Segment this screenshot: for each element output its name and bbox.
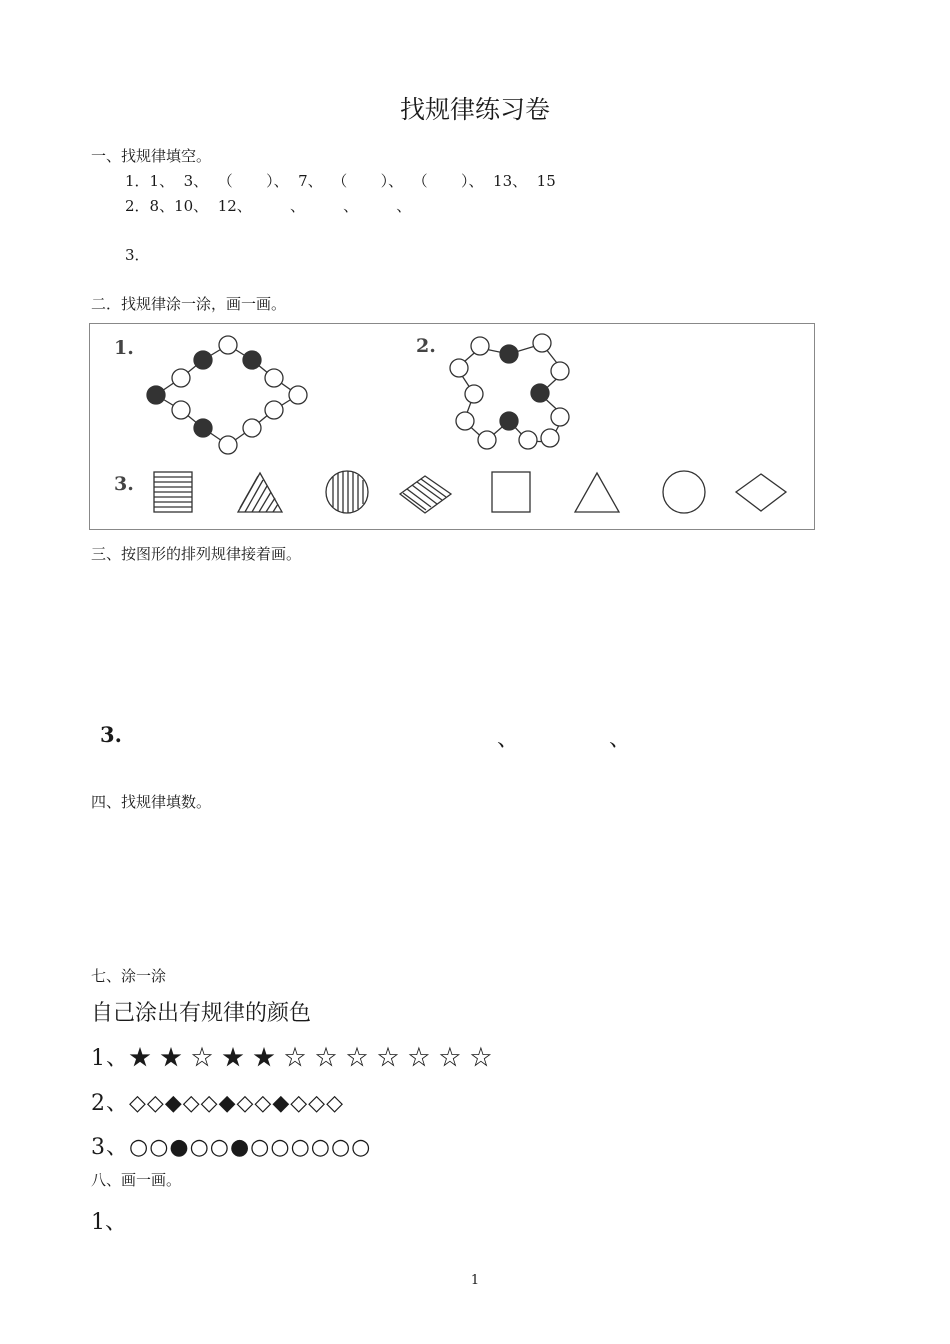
circle-pattern-row: 3、○○●○○●○○○○○○ bbox=[91, 1135, 372, 1160]
triangle-icon bbox=[575, 473, 619, 512]
striped-diamond-icon bbox=[400, 476, 451, 513]
diamond-circle-loop bbox=[156, 345, 298, 445]
striped-square-icon bbox=[154, 472, 192, 512]
section-2-heading: 二．找规律涂一涂，画一画。 bbox=[91, 295, 287, 313]
figure-label-1: 1. bbox=[114, 337, 134, 359]
section-8-heading: 八、画一画。 bbox=[91, 1171, 182, 1189]
pattern-figure bbox=[89, 323, 815, 530]
section-4-heading: 四、找规律填数。 bbox=[91, 793, 212, 811]
page-title: 找规律练习卷 bbox=[399, 95, 550, 124]
section-1-heading: 一、找规律填空。 bbox=[91, 147, 212, 165]
circle-icon bbox=[663, 471, 705, 513]
square-icon bbox=[492, 472, 530, 512]
section-1-question-3: 3． bbox=[125, 246, 150, 264]
section-3-heading: 三、按图形的排列规律接着画。 bbox=[91, 545, 302, 563]
figure-label-3: 3. bbox=[114, 473, 134, 495]
section-3-separator-2: 、 bbox=[609, 727, 632, 752]
striped-circle-icon bbox=[326, 471, 368, 513]
figure-label-2: 2. bbox=[416, 335, 436, 357]
filled-circle-icon bbox=[531, 384, 549, 402]
section-3-item-number: 3. bbox=[100, 722, 122, 747]
diamond-circles bbox=[147, 336, 307, 454]
filled-circle-icon bbox=[243, 351, 261, 369]
section-7-heading: 七、涂一涂 bbox=[91, 967, 167, 985]
filled-circle-icon bbox=[147, 386, 165, 404]
star-pattern-row: 1、★ ★ ☆ ★ ★ ☆ ☆ ☆ ☆ ☆ ☆ ☆ bbox=[91, 1046, 493, 1071]
filled-circle-icon bbox=[194, 351, 212, 369]
section-7-subheading: 自己涂出有规律的颜色 bbox=[91, 1001, 312, 1026]
ring-circles bbox=[450, 334, 569, 449]
filled-circle-icon bbox=[194, 419, 212, 437]
filled-circle-icon bbox=[500, 412, 518, 430]
diamond-icon bbox=[736, 474, 786, 511]
page-number: 1 bbox=[470, 1273, 480, 1288]
section-8-item-1: 1、 bbox=[91, 1210, 127, 1235]
pattern-figure-drawing bbox=[90, 324, 814, 529]
striped-triangle-icon bbox=[238, 473, 282, 512]
section-1-question-2: 2．8、10、 12、 、 、 、 bbox=[125, 197, 412, 215]
diamond-pattern-row: 2、◇◇◆◇◇◆◇◇◆◇◇◇ bbox=[91, 1091, 345, 1116]
section-1-question-1: 1．1、 3、 （ ）、 7、 （ ）、 （ ）、 13、 15 bbox=[125, 172, 556, 190]
filled-circle-icon bbox=[500, 345, 518, 363]
section-3-separator-1: 、 bbox=[497, 727, 520, 752]
